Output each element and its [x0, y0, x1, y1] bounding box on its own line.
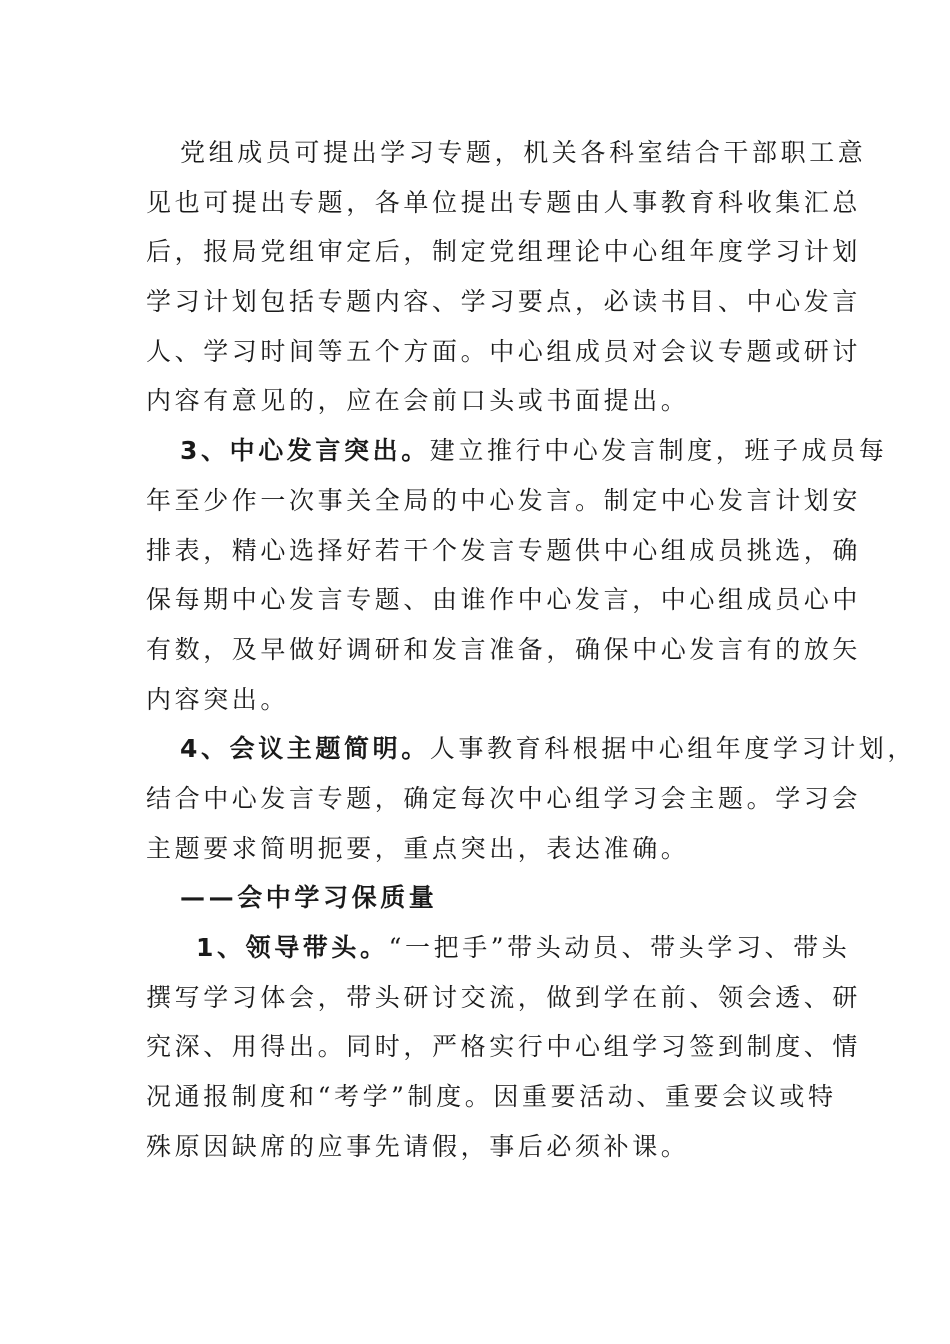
item-text: “一把手”带头动员、带头学习、带头 — [388, 933, 851, 962]
text-line: 究深、用得出。同时，严格实行中心组学习签到制度、情 — [146, 1032, 862, 1062]
text-line: 党组成员可提出学习专题，机关各科室结合干部职工意 — [180, 138, 867, 167]
text-line: 年至少作一次事关全局的中心发言。制定中心发言计划安 — [146, 485, 862, 515]
text-line: 有数，及早做好调研和发言准备，确保中心发言有的放矢 — [146, 634, 862, 664]
text-line: 见也可提出专题，各单位提出专题由人事教育科收集汇总 — [146, 187, 862, 217]
text-line: 主题要求简明扼要，重点突出，表达准确。 — [146, 833, 690, 863]
text-line: 殊原因缺席的应事先请假，事后必须补课。 — [146, 1131, 690, 1161]
paragraph-topic-proposal — [146, 128, 867, 426]
section-heading: ——会中学习保质量 — [180, 883, 438, 913]
item-heading: 3、中心发言突出。 — [180, 436, 430, 466]
item-text: 建立推行中心发言制度，班子成员每 — [429, 436, 888, 466]
item-heading: 1、领导带头。 — [196, 933, 389, 962]
paragraph-item-4 — [146, 724, 916, 873]
text-line: 人、学习时间等五个方面。中心组成员对会议专题或研讨 — [146, 336, 862, 366]
text-line — [146, 426, 888, 476]
text-line: 学习计划包括专题内容、学习要点，必读书目、中心发言 — [146, 287, 862, 317]
text-line — [146, 724, 916, 774]
text-line: 保每期中心发言专题、由谁作中心发言，中心组成员心中 — [146, 585, 862, 615]
text-line: 内容突出。 — [146, 684, 290, 714]
text-line: 结合中心发言专题，确定每次中心组学习会主题。学习会 — [146, 783, 862, 813]
text-line: 排表，精心选择好若干个发言专题供中心组成员挑选，确 — [146, 535, 862, 565]
item-text: 人事教育科根据中心组年度学习计划， — [429, 734, 916, 764]
document-body — [146, 128, 916, 1171]
paragraph-item-3 — [146, 426, 888, 724]
text-line: 后，报局党组审定后，制定党组理论中心组年度学习计划 — [146, 237, 862, 267]
text-line: 撰写学习体会，带头研讨交流，做到学在前、领会透、研 — [146, 982, 862, 1012]
paragraph-item-1 — [146, 923, 862, 1171]
text-line — [146, 923, 851, 973]
item-heading: 4、会议主题简明。 — [180, 734, 430, 764]
text-line: 况通报制度和“考学”制度。因重要活动、重要会议或特 — [146, 1082, 837, 1112]
text-line: 内容有意见的，应在会前口头或书面提出。 — [146, 386, 690, 416]
